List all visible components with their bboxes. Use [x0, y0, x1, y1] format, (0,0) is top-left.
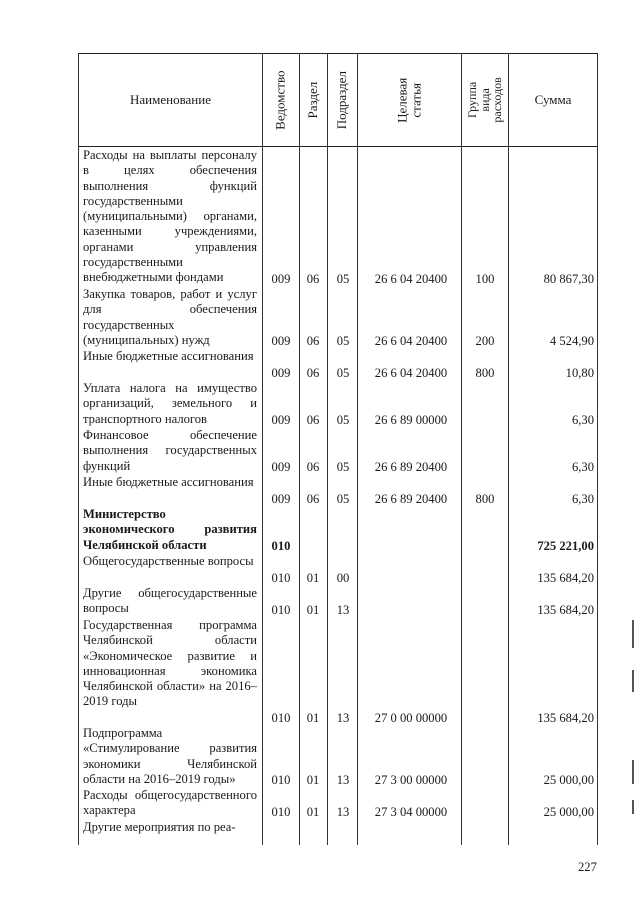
header-name-label: Наименование — [130, 91, 211, 107]
row-summa: 4 524,90 — [549, 333, 594, 348]
row-celevaya: 26 6 89 00000 — [374, 412, 448, 427]
row-name: Иные бюджетные ассигнования — [83, 475, 254, 489]
header-celevaya — [358, 54, 461, 146]
row-celevaya: 27 3 00 00000 — [374, 772, 448, 787]
table-row — [78, 428, 598, 475]
row-podrazdel: 13 — [336, 804, 350, 819]
header-podrazdel — [328, 54, 357, 146]
row-podrazdel: 05 — [336, 459, 350, 474]
row-name: Закупка товаров, работ и услуг для обеспечения государственных (муниципальных) нужд — [83, 287, 257, 347]
row-podrazdel: 00 — [336, 570, 350, 585]
row-name: Министерство экономического развития Челябинской области — [83, 507, 257, 552]
row-name: Расходы общегосударственного характера — [83, 788, 257, 818]
scan-edge-mark — [632, 670, 634, 692]
scan-edge-mark — [632, 800, 634, 814]
table-row — [78, 287, 598, 349]
row-razdel: 01 — [306, 772, 320, 787]
header-summa-label: Сумма — [534, 91, 572, 107]
page-number: 227 — [578, 860, 597, 874]
row-razdel: 01 — [306, 710, 320, 725]
row-vedomstvo: 010 — [271, 602, 291, 617]
row-summa: 25 000,00 — [543, 772, 594, 787]
row-vedomstvo: 009 — [271, 271, 291, 286]
scan-edge-mark — [632, 620, 634, 648]
row-name: Уплата налога на имущество организаций, земельного и транспортного налогов — [83, 381, 257, 426]
row-name: Государственная программа Челябинской области «Экономическое развитие и инновационная экономика Челябинской области» на 2016–2019 годы — [83, 618, 257, 709]
table-row — [78, 820, 598, 836]
header-vedomstvo-label: Ведомство — [272, 70, 288, 130]
row-podrazdel: 05 — [336, 491, 350, 506]
row-gruppa: 100 — [475, 271, 495, 286]
row-celevaya: 26 6 89 20400 — [374, 459, 448, 474]
row-name: Подпрограмма «Стимулирование развития экономики Челябинской области на 2016–2019 годы» — [83, 726, 257, 786]
header-razdel-label: Раздел — [305, 81, 321, 119]
row-podrazdel: 05 — [336, 365, 350, 380]
table-header-rule — [78, 146, 598, 147]
header-summa — [509, 54, 597, 146]
row-summa: 725 221,00 — [537, 538, 594, 553]
table-row — [78, 148, 598, 287]
header-gruppa-label: Группа вида расходов — [465, 77, 505, 123]
row-summa: 10,80 — [565, 365, 594, 380]
row-summa: 6,30 — [571, 459, 594, 474]
row-vedomstvo: 009 — [271, 412, 291, 427]
row-razdel: 01 — [306, 804, 320, 819]
row-celevaya: 26 6 89 20400 — [374, 491, 448, 506]
table-row — [78, 788, 598, 820]
row-summa: 6,30 — [571, 491, 594, 506]
row-vedomstvo: 010 — [271, 772, 291, 787]
header-celevaya-label: Целевая статья — [394, 77, 424, 123]
table-row — [78, 554, 598, 586]
row-vedomstvo: 009 — [271, 459, 291, 474]
row-name: Финансовое обеспечение выполнения государственных функций — [83, 428, 257, 473]
row-razdel: 01 — [306, 570, 320, 585]
table-row — [78, 726, 598, 788]
row-summa: 135 684,20 — [537, 710, 594, 725]
row-summa: 6,30 — [571, 412, 594, 427]
row-podrazdel: 13 — [336, 710, 350, 725]
row-razdel: 06 — [306, 491, 320, 506]
scan-edge-mark — [632, 760, 634, 784]
row-razdel: 06 — [306, 365, 320, 380]
row-name: Общегосударственные вопросы — [83, 554, 254, 568]
table-row — [78, 618, 598, 726]
row-podrazdel: 13 — [336, 602, 350, 617]
row-name: Иные бюджетные ассигнования — [83, 349, 254, 363]
row-vedomstvo: 009 — [271, 333, 291, 348]
row-summa: 25 000,00 — [543, 804, 594, 819]
row-summa: 135 684,20 — [537, 602, 594, 617]
row-summa: 135 684,20 — [537, 570, 594, 585]
row-celevaya: 27 3 04 00000 — [374, 804, 448, 819]
header-podrazdel-label: Подраздел — [334, 70, 350, 130]
row-celevaya: 26 6 04 20400 — [374, 271, 448, 286]
row-gruppa: 800 — [475, 491, 495, 506]
row-vedomstvo: 009 — [271, 491, 291, 506]
row-celevaya: 26 6 04 20400 — [374, 333, 448, 348]
row-podrazdel: 05 — [336, 271, 350, 286]
row-razdel: 06 — [306, 333, 320, 348]
row-gruppa: 200 — [475, 333, 495, 348]
row-razdel: 06 — [306, 459, 320, 474]
header-razdel — [300, 54, 327, 146]
table-row — [78, 349, 598, 381]
table-row — [78, 381, 598, 428]
row-vedomstvo: 010 — [271, 710, 291, 725]
table-row — [78, 475, 598, 507]
row-podrazdel: 05 — [336, 412, 350, 427]
row-gruppa: 800 — [475, 365, 495, 380]
row-celevaya: 27 0 00 00000 — [374, 710, 448, 725]
row-vedomstvo: 010 — [271, 570, 291, 585]
header-vedomstvo — [263, 54, 299, 146]
row-name: Другие мероприятия по реа- — [83, 820, 236, 834]
row-summa: 80 867,30 — [543, 271, 594, 286]
row-podrazdel: 05 — [336, 333, 350, 348]
header-gruppa — [462, 54, 508, 146]
row-vedomstvo: 010 — [271, 804, 291, 819]
table-row — [78, 507, 598, 554]
row-podrazdel: 13 — [336, 772, 350, 787]
row-celevaya: 26 6 04 20400 — [374, 365, 448, 380]
header-name — [79, 54, 262, 146]
row-name: Расходы на выплаты персоналу в целях обеспечения выполнения функций государственными (муниципальными) органами, казенными учреждениями, органами управления государственными внебюджетными фондами — [83, 148, 257, 285]
row-razdel: 06 — [306, 271, 320, 286]
table-row — [78, 586, 598, 618]
row-name: Другие общегосударственные вопросы — [83, 586, 257, 616]
row-razdel: 01 — [306, 602, 320, 617]
row-razdel: 06 — [306, 412, 320, 427]
row-vedomstvo: 010 — [271, 538, 291, 553]
budget-table — [78, 53, 598, 845]
row-vedomstvo: 009 — [271, 365, 291, 380]
